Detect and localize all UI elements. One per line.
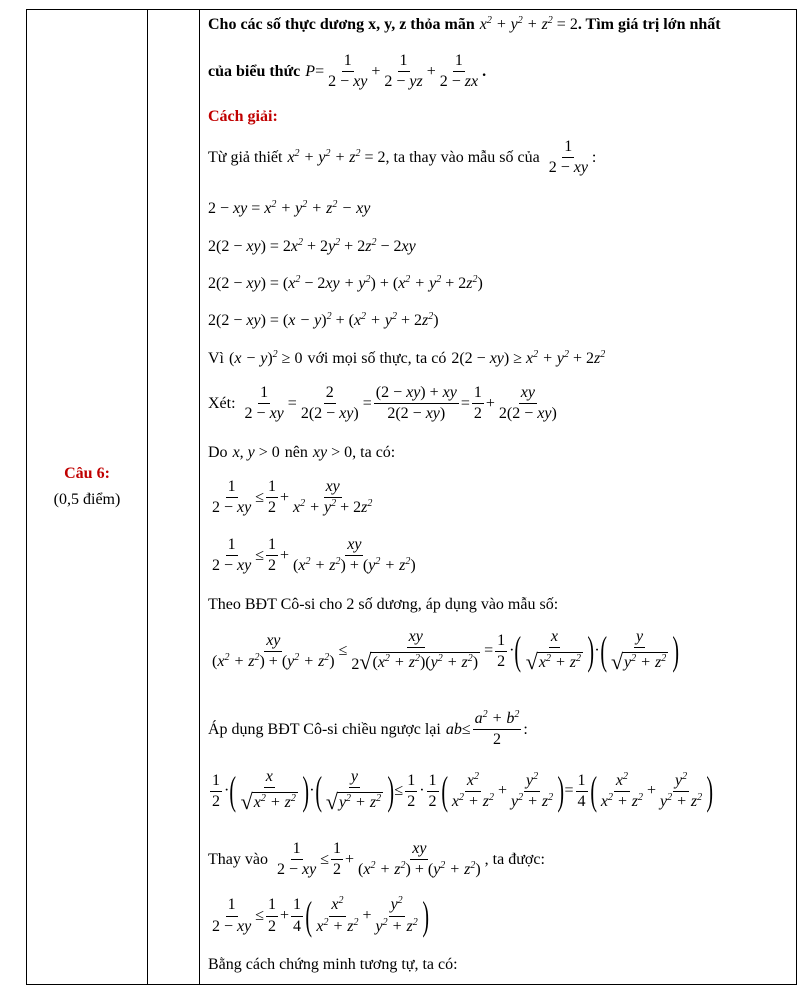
solution-line: Vì $(x - y)^2 \ge 0$ với mọi số thực, ta có $2(2 - xy) \ge x^2 + y^2 + 2z^2$ — [208, 349, 606, 367]
solution-line — [208, 956, 458, 974]
inequality-line: $\frac{1}{2 - xy}$ ≤ $\frac{1}{2}$ + $\frac{xy}{(x^2 + z^2) + (y^2 + z^2)}$ — [212, 536, 416, 575]
question-points: (0,5 điểm) — [53, 491, 121, 508]
solution-line — [208, 138, 596, 178]
fraction: $\frac{1}{2 - xy}$ — [548, 138, 588, 177]
problem-statement-line2: của biểu thức P= $\frac{1}{2 - xy}$ + $\frac{1}{2 - yz}$ + $\frac{1}{2 - zx}$ . — [208, 52, 487, 91]
solution-text: , ta thay vào mẫu số của — [385, 148, 540, 166]
solution-text: Xét: — [208, 394, 236, 412]
equation-line: $2(2 - xy) = (x^2 - 2xy + y^2) + (x^2 + y^2 + 2z^2)$ — [208, 274, 483, 292]
inequality-line: $\frac{1}{2 - xy}$ ≤ $\frac{1}{2}$ + $\frac{1}{4}$ ( $\frac{x^2}{x^2 + z^2}$ + $\frac{y^2}{y^2 + z^2}$ ) — [212, 893, 429, 938]
fraction: $\frac{1}{2 - yz}$ — [384, 52, 423, 91]
solution-text: Bằng cách chứng minh tương tự, ta có: — [208, 956, 458, 973]
problem-text: của biểu thức — [208, 62, 301, 80]
answer-table — [26, 9, 797, 985]
constraint-formula: $x^2 + y^2 + z^2 = 2$ — [479, 15, 578, 33]
equation-line: 2 − xy = $x^2 + y^2 + z^2$ − xy — [208, 199, 371, 217]
problem-statement-line1 — [208, 16, 721, 34]
column-divider — [147, 10, 148, 984]
expression-P: P= — [305, 62, 325, 80]
equation-line: $2(2 - xy) = 2x^2 + 2y^2 + 2z^2 - 2xy$ — [208, 237, 416, 255]
solution-text: Thay vào — [208, 850, 268, 868]
solution-line: Do x, y > 0 nên xy > 0 , ta có: — [208, 444, 396, 461]
solution-text: nên — [284, 444, 308, 461]
column-divider — [199, 10, 200, 984]
solution-text: : — [523, 720, 528, 738]
inequality-line: $\frac{1}{2}$ · ( x √ $x^2 + z^2$ ) · ( y √ $y^2 + z^2$ ) ≤ $\frac{1}{2}$ · $\frac{1}{2}$ ( $\frac{x^2}{x^2 + z^2}$ + $\frac{y^2}{y^2 + z^2}$ ) = $\frac{1}{4}$ ( $\frac{x^2}{x^2 + z^2}$ + $\frac{y^2}{y^2 + z^2}$ ) — [212, 768, 714, 815]
solution-text: Theo BĐT Cô-si cho 2 số dương, áp dụng vào mẫu số: — [208, 596, 559, 613]
solution-text: , ta có: — [352, 444, 396, 461]
solution-text: Từ giả thiết — [208, 148, 283, 166]
solution-line: Thay vào $\frac{1}{2 - xy}$ ≤ $\frac{1}{2}$ + $\frac{xy}{(x^2 + z^2) + (y^2 + z^2)}$ , ta được: — [208, 840, 545, 879]
solution-text: Áp dụng BĐT Cô-si chiều ngược lại — [208, 720, 441, 738]
solution-text: : — [591, 148, 597, 166]
question-number: Câu 6: — [64, 465, 110, 482]
equation-line: $2(2 - xy) = (x - y)^2 + (x^2 + y^2 + 2z^2)$ — [208, 311, 439, 329]
inequality-line: $\frac{1}{2 - xy}$ ≤ $\frac{1}{2}$ + $\frac{xy}{x^2 + y^2 + 2z^2}$ — [212, 478, 373, 517]
fraction: $\frac{1}{2 - xy}$ — [328, 52, 368, 91]
formula: $x^2 + y^2 + z^2 = 2$ — [287, 147, 386, 166]
fraction: $\frac{1}{2 - zx}$ — [439, 52, 479, 91]
solution-text: Vì — [208, 350, 224, 367]
solution-heading — [208, 108, 278, 126]
solution-text: Do — [208, 444, 228, 461]
solution-text: với mọi số thực, ta có — [307, 350, 447, 367]
problem-text: . Tìm giá trị lớn nhất — [577, 16, 721, 33]
problem-text: Cho các số thực dương x, y, z thỏa mãn — [208, 16, 475, 33]
solution-line: Áp dụng BĐT Cô-si chiều ngược lại ab≤ $\frac{a^2 + b^2}{2}$ : — [208, 709, 528, 749]
solution-line: Xét: $\frac{1}{2 - xy}$ = $\frac{2}{2(2 - xy)}$ = $\frac{(2 - xy) + xy}{2(2 - xy)}$ = $\frac{1}{2}$ + $\frac{xy}{2(2 - xy)}$ — [208, 384, 557, 423]
question-label-cell — [27, 465, 147, 509]
solution-text: , ta được: — [484, 850, 545, 868]
solution-line — [208, 596, 558, 614]
heading-text: Cách giải: — [208, 108, 278, 125]
inequality-line: $\frac{xy}{(x^2 + z^2) + (y^2 + z^2)}$ ≤ xy 2 √ $(x^2 + z^2)(y^2 + z^2)$ = $\frac{1}{2}$ · ( x √ $x^2 + z^2$ ) · ( y √ $y^2 + z^2$ ) — [212, 628, 680, 675]
